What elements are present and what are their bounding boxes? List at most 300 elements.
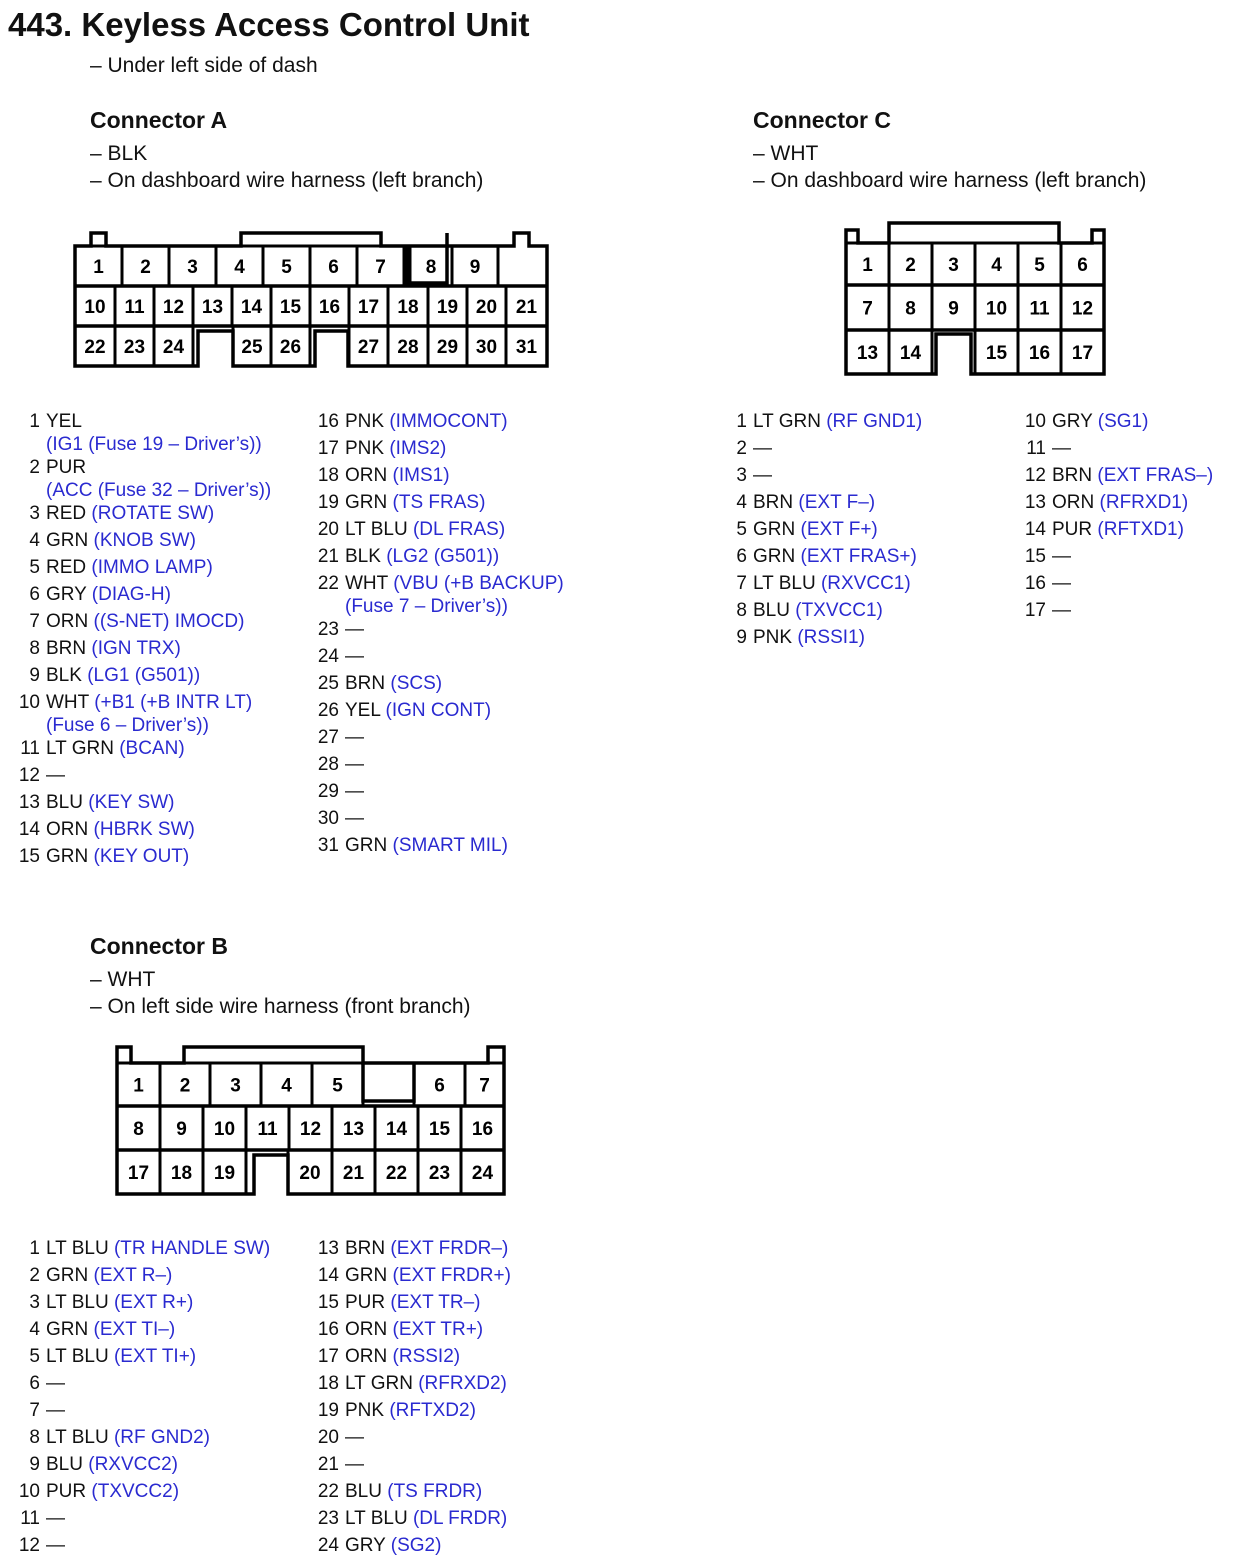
wire-color: ORN: [345, 465, 388, 486]
pin-row: [317, 1507, 511, 1534]
pin-row: [29, 556, 271, 583]
connector-a-pin-number: 11: [124, 297, 145, 318]
connector-a-harness: – On dashboard wire harness (left branch): [90, 169, 484, 192]
wire-color: GRN: [345, 835, 388, 856]
signal-name: (IG1 (Fuse 19 – Driver’s)): [46, 434, 262, 455]
pin-number: 3: [29, 503, 40, 524]
wire-color: —: [46, 1400, 65, 1421]
signal-name: (TR HANDLE SW): [113, 1238, 271, 1259]
pin-row: [1024, 518, 1213, 545]
signal-name: (RSSI2): [392, 1346, 461, 1367]
pin-row: [317, 1534, 511, 1561]
wire-color: GRN: [753, 546, 796, 567]
wire-color: GRY: [46, 584, 87, 605]
pin-number: 18: [317, 1373, 339, 1394]
pin-number: 8: [29, 1427, 40, 1448]
connector-a-pin-number: 12: [162, 297, 185, 318]
pin-row: [29, 1372, 270, 1399]
pin-number: 12: [1024, 465, 1046, 486]
pin-number: 9: [29, 665, 40, 686]
pin-row: [317, 645, 564, 672]
wire-color: —: [753, 438, 772, 459]
connector-a-pin-number: 31: [515, 337, 538, 358]
signal-name: (RSSI1): [797, 627, 865, 648]
wire-color: —: [345, 1454, 364, 1475]
pin-number: 16: [1024, 573, 1046, 594]
wire-color: PUR: [1052, 519, 1093, 540]
signal-name: (EXT R–): [93, 1265, 173, 1286]
pin-number: 17: [1024, 600, 1046, 621]
signal-name: (+B1 (+B INTR LT): [94, 692, 253, 713]
wire-color: YEL: [345, 700, 381, 721]
pin-row: [29, 1237, 271, 1264]
pin-number: 9: [736, 627, 747, 648]
signal-name: (RXVCC1): [820, 573, 911, 594]
pin-row: [1024, 410, 1213, 437]
pin-row: [317, 1399, 511, 1426]
connector-a-pin-list-2: [317, 410, 564, 861]
connector-a-color: – BLK: [90, 142, 148, 165]
connector-b-pin-number: 14: [385, 1119, 408, 1140]
wire-color: LT GRN: [753, 411, 821, 432]
signal-name: (DIAG-H): [91, 584, 171, 605]
connector-b-pin-number: 9: [176, 1119, 187, 1140]
pin-number: 8: [736, 600, 747, 621]
connector-c-pin-number: 6: [1077, 255, 1088, 276]
signal-name: (IMS1): [392, 465, 450, 486]
connector-b-title: Connector B: [90, 933, 228, 959]
pin-number: 14: [1024, 519, 1046, 540]
signal-name: (IMMO LAMP): [91, 557, 213, 578]
pin-number: 17: [317, 1346, 339, 1367]
pin-row: [317, 491, 564, 518]
connector-c-title: Connector C: [753, 107, 891, 133]
pin-number: 5: [29, 557, 40, 578]
pin-number: 20: [317, 519, 339, 540]
connector-c-pin-number: 3: [948, 255, 959, 276]
pin-number: 23: [317, 1508, 339, 1529]
wire-color: —: [345, 619, 364, 640]
connector-a-pin-number: 3: [187, 257, 198, 278]
signal-name: (DL FRDR): [412, 1508, 508, 1529]
wire-color: —: [46, 765, 65, 786]
wire-color: —: [46, 1373, 65, 1394]
pin-number: 6: [29, 1373, 40, 1394]
pin-row: [29, 502, 271, 529]
connector-b-pin-number: 15: [428, 1119, 451, 1140]
connector-c-pin-number: 9: [948, 298, 959, 320]
pin-row: [317, 410, 564, 437]
wire-color: GRY: [1052, 411, 1093, 432]
signal-name: (KEY OUT): [93, 846, 190, 867]
pin-row: [317, 699, 564, 726]
wire-color: GRN: [345, 492, 388, 513]
pin-row: [317, 1318, 511, 1345]
connector-a-pin-number: 30: [475, 337, 498, 358]
pin-number: 5: [736, 519, 747, 540]
connector-b-pin-number: 21: [342, 1163, 365, 1184]
pin-number: 24: [317, 1535, 339, 1556]
signal-name: (EXT FRDR–): [390, 1238, 509, 1259]
pin-row: [317, 1345, 511, 1372]
pin-number: 13: [317, 1238, 339, 1259]
wire-color: GRN: [753, 519, 796, 540]
connector-c-pin-number: 17: [1071, 343, 1094, 364]
wire-color: ORN: [1052, 492, 1095, 513]
pin-number: 5: [29, 1346, 40, 1367]
pin-number: 10: [18, 1481, 40, 1502]
connector-a-pin-number: 26: [279, 337, 302, 358]
pin-row: [1024, 491, 1213, 518]
pin-number: 27: [317, 727, 339, 748]
connector-a-pin-number: 1: [93, 257, 104, 278]
signal-name: (TS FRDR): [387, 1481, 483, 1502]
pin-number: 2: [29, 457, 40, 478]
pin-number: 13: [1024, 492, 1046, 513]
pin-row: [317, 780, 564, 807]
page-title: 443. Keyless Access Control Unit: [8, 6, 530, 43]
pin-row: [29, 1399, 270, 1426]
wire-color: ORN: [46, 819, 89, 840]
wire-color: WHT: [345, 573, 388, 594]
pin-row: [317, 1426, 511, 1453]
signal-name: (VBU (+B BACKUP): [393, 573, 564, 594]
pin-row: [736, 437, 922, 464]
connector-c-pin-number: 15: [985, 343, 1008, 364]
wire-color: GRN: [46, 1319, 89, 1340]
wire-color: LT GRN: [345, 1373, 413, 1394]
connector-b-pin-number: 3: [230, 1075, 241, 1097]
wire-color: BRN: [345, 673, 386, 694]
connector-b-pin-number: 23: [428, 1163, 451, 1184]
connector-c-pin-number: 10: [985, 298, 1008, 320]
wire-color: LT BLU: [46, 1346, 109, 1367]
signal-name: (SCS): [390, 673, 443, 694]
wire-color: —: [345, 727, 364, 748]
pin-row: [1024, 464, 1214, 491]
pin-row: [29, 1318, 270, 1345]
wire-color: GRN: [345, 1265, 388, 1286]
pin-number: 22: [317, 1481, 339, 1502]
connector-c-pin-list-2: [1024, 410, 1214, 626]
connector-b-color: – WHT: [90, 968, 156, 991]
connector-a-pin-number: 13: [201, 297, 224, 318]
pin-row: [736, 545, 922, 572]
pin-row: [20, 737, 271, 764]
pin-number: 19: [317, 1400, 339, 1421]
wire-color: —: [46, 1508, 65, 1529]
wire-color: PNK: [753, 627, 793, 648]
pin-row: [1026, 437, 1213, 464]
pin-row: [29, 583, 271, 610]
wire-color: —: [1052, 546, 1071, 567]
pin-number: 10: [18, 692, 40, 713]
signal-name: (SG1): [1097, 411, 1149, 432]
pin-number: 2: [29, 1265, 40, 1286]
wire-color: —: [345, 1427, 364, 1448]
wire-color: BRN: [46, 638, 87, 659]
connector-b-pin-number: 10: [213, 1119, 236, 1140]
wire-color: —: [753, 465, 772, 486]
signal-name: (EXT TI–): [93, 1319, 176, 1340]
pin-number: 6: [29, 584, 40, 605]
signal-name: (LG1 (G501)): [87, 665, 201, 686]
wire-color: PNK: [345, 411, 385, 432]
connector-a-pin-number: 19: [436, 297, 459, 318]
connector-b-pin-number: 4: [281, 1075, 292, 1097]
signal-name: (RFRXD2): [418, 1373, 507, 1394]
pin-number: 15: [1024, 546, 1046, 567]
connector-c-color: – WHT: [753, 142, 819, 165]
pin-row: [29, 1345, 270, 1372]
signal-name: (EXT F+): [800, 519, 878, 540]
wire-color: LT BLU: [46, 1292, 109, 1313]
wire-color: BLU: [46, 1454, 83, 1475]
wire-color: YEL: [46, 411, 82, 432]
pin-number: 7: [736, 573, 747, 594]
pin-row: [18, 791, 271, 818]
pin-row: [18, 1534, 270, 1561]
signal-name: (LG2 (G501)): [386, 546, 500, 567]
wire-color: ORN: [46, 611, 89, 632]
wire-color: BLK: [46, 665, 82, 686]
wire-color: BLU: [46, 792, 83, 813]
pin-number: 2: [736, 438, 747, 459]
pin-row: [736, 491, 922, 518]
pin-row: [1024, 572, 1213, 599]
pin-row: [736, 464, 922, 491]
pin-row: [29, 637, 271, 664]
connector-a-pin-number: 24: [162, 337, 185, 358]
pin-number: 23: [317, 619, 339, 640]
connector-b-pin-number: 20: [299, 1163, 321, 1184]
wire-color: GRN: [46, 846, 89, 867]
connector-c-pin-list-1: [736, 410, 923, 653]
pin-row: [317, 834, 564, 861]
signal-name: (EXT TR+): [392, 1319, 484, 1340]
signal-name: (IGN CONT): [385, 700, 492, 721]
signal-name: (EXT TI+): [113, 1346, 197, 1367]
connector-a-pin-number: 6: [328, 257, 339, 278]
wire-color: PUR: [46, 1481, 87, 1502]
signal-name: (Fuse 6 – Driver’s)): [46, 715, 209, 736]
pin-row: [1024, 599, 1213, 626]
pin-number: 26: [317, 700, 339, 721]
pin-number: 4: [29, 530, 40, 551]
pin-row: [736, 572, 922, 599]
connector-c-pin-number: 1: [862, 255, 873, 276]
connector-b-pin-number: 8: [133, 1119, 144, 1140]
connector-c-pin-number: 2: [905, 255, 916, 276]
wire-color: LT GRN: [46, 738, 114, 759]
wire-color: PNK: [345, 1400, 385, 1421]
signal-name: (IGN TRX): [91, 638, 181, 659]
connector-c-pin-number: 13: [856, 343, 879, 364]
connector-a-pin-number: 8: [425, 257, 437, 278]
connector-a-pin-number: 25: [241, 337, 263, 358]
pin-number: 1: [29, 411, 40, 432]
signal-name: (RF GND1): [826, 411, 923, 432]
pin-number: 30: [317, 808, 339, 829]
wire-color: WHT: [46, 692, 89, 713]
connector-b-pin-number: 7: [479, 1075, 490, 1097]
wire-color: ORN: [345, 1346, 388, 1367]
wire-color: GRN: [46, 1265, 89, 1286]
signal-name: (BCAN): [119, 738, 185, 759]
pin-row: [736, 599, 922, 626]
pin-row: [29, 1291, 270, 1318]
signal-name: ((S-NET) IMOCD): [93, 611, 245, 632]
connector-a-pin-number: 21: [515, 297, 538, 318]
pin-row: [18, 845, 271, 872]
signal-name: (SG2): [390, 1535, 442, 1556]
pin-number: 12: [18, 1535, 40, 1556]
connector-a-pin-list-1: [18, 410, 272, 872]
pin-number: 20: [317, 1427, 339, 1448]
connector-a-pin-number: 14: [240, 297, 263, 318]
connector-b-pin-number: 17: [127, 1163, 150, 1184]
signal-name: (IMS2): [389, 438, 447, 459]
connector-a-pin-number: 16: [318, 297, 341, 318]
connector-c-pin-number: 16: [1028, 343, 1051, 364]
pin-row: [317, 1480, 511, 1507]
connector-a-pin-number: 20: [475, 297, 498, 318]
pin-row: [29, 529, 271, 556]
signal-continuation: [46, 479, 271, 502]
pin-number: 15: [18, 846, 40, 867]
pin-number: 11: [20, 1508, 40, 1529]
pin-number: 16: [317, 1319, 339, 1340]
pin-number: 9: [29, 1454, 40, 1475]
pin-row: [18, 1480, 270, 1507]
pin-row: [317, 726, 564, 753]
pin-number: 6: [736, 546, 747, 567]
pin-row: [736, 626, 922, 653]
connector-a-pin-number: 29: [436, 337, 459, 358]
pin-row: [29, 1453, 270, 1480]
connector-a-pin-number: 27: [357, 337, 380, 358]
signal-continuation: [46, 714, 271, 737]
pin-number: 7: [29, 1400, 40, 1421]
wire-color: GRN: [46, 530, 89, 551]
wire-color: BLK: [345, 546, 381, 567]
pin-number: 7: [29, 611, 40, 632]
signal-name: (EXT FRAS+): [800, 546, 917, 567]
signal-continuation: [345, 595, 564, 618]
connector-b-pin-number: 5: [332, 1075, 343, 1097]
pin-number: 14: [317, 1265, 339, 1286]
wire-color: BRN: [753, 492, 794, 513]
signal-name: (TXVCC2): [91, 1481, 180, 1502]
signal-name: (EXT TR–): [390, 1292, 481, 1313]
connector-a-pin-number: 17: [357, 297, 380, 318]
pin-number: 10: [1024, 411, 1046, 432]
connector-a-pin-number: 23: [123, 337, 146, 358]
signal-name: (TS FRAS): [392, 492, 486, 513]
pin-number: 17: [317, 438, 339, 459]
connector-b-pin-number: 1: [133, 1075, 144, 1097]
pin-row: [317, 1264, 511, 1291]
signal-name: (RXVCC2): [88, 1454, 178, 1475]
connector-a-pin-number: 2: [140, 257, 151, 278]
signal-name: (Fuse 7 – Driver’s)): [345, 596, 508, 617]
pin-number: 1: [29, 1238, 40, 1259]
connector-b-pin-number: 24: [471, 1163, 494, 1184]
pin-number: 12: [18, 765, 40, 786]
wire-color: LT BLU: [46, 1427, 109, 1448]
pin-row: [317, 437, 564, 464]
wire-color: RED: [46, 503, 87, 524]
signal-name: (EXT FRAS–): [1097, 465, 1214, 486]
pin-number: 21: [317, 546, 339, 567]
pin-number: 8: [29, 638, 40, 659]
wire-color: LT BLU: [345, 1508, 408, 1529]
pin-number: 4: [736, 492, 747, 513]
wire-color: —: [345, 646, 364, 667]
connector-c-harness: – On dashboard wire harness (left branch): [753, 169, 1147, 192]
signal-name: (RFTXD1): [1097, 519, 1184, 540]
pin-number: 19: [317, 492, 339, 513]
signal-name: (RF GND2): [113, 1427, 211, 1448]
connector-b-pin-number: 6: [434, 1075, 445, 1097]
connector-b-pin-number: 18: [170, 1163, 193, 1184]
pin-row: [29, 1426, 270, 1453]
pin-number: 25: [317, 673, 339, 694]
wire-color: —: [1052, 438, 1071, 459]
wire-color: PUR: [345, 1292, 386, 1313]
connector-c-pin-number: 12: [1071, 298, 1094, 320]
pin-number: 11: [1026, 438, 1046, 459]
connector-c-pin-number: 8: [905, 298, 916, 320]
wire-color: —: [345, 754, 364, 775]
pin-number: 28: [317, 754, 339, 775]
pin-row: [29, 610, 271, 637]
signal-name: (HBRK SW): [93, 819, 195, 840]
pin-row: [317, 1237, 511, 1264]
connector-c-pin-number: 4: [991, 255, 1002, 276]
wire-color: BLU: [753, 600, 790, 621]
pin-row: [317, 545, 564, 572]
connector-b-pin-number: 19: [213, 1163, 236, 1184]
connector-a-pin-number: 5: [281, 257, 292, 278]
signal-name: (EXT FRDR+): [392, 1265, 511, 1286]
pin-number: 11: [20, 738, 40, 759]
connector-a-pin-number: 22: [84, 337, 106, 358]
connector-b-pin-number: 22: [385, 1163, 408, 1184]
signal-name: (RFRXD1): [1099, 492, 1189, 513]
pin-row: [317, 518, 564, 545]
pin-number: 31: [317, 835, 339, 856]
pin-number: 22: [317, 573, 339, 594]
pin-row: [317, 1453, 511, 1480]
connector-b-pin-number: 2: [179, 1075, 191, 1097]
connector-a-pin-number: 9: [469, 257, 481, 278]
pin-row: [29, 1264, 270, 1291]
pin-number: 3: [29, 1292, 40, 1313]
pin-row: [317, 1372, 511, 1399]
pin-row: [317, 753, 564, 780]
wire-color: PNK: [345, 438, 385, 459]
signal-name: (IMMOCONT): [389, 411, 508, 432]
signal-name: (SMART MIL): [392, 835, 508, 856]
signal-name: (ROTATE SW): [91, 503, 215, 524]
wire-color: BRN: [345, 1238, 386, 1259]
connector-a-title: Connector A: [90, 107, 228, 133]
connector-a-pin-number: 15: [279, 297, 302, 318]
wire-color: LT BLU: [345, 519, 408, 540]
connector-c-pin-number: 5: [1034, 255, 1045, 276]
signal-name: (EXT R+): [113, 1292, 194, 1313]
